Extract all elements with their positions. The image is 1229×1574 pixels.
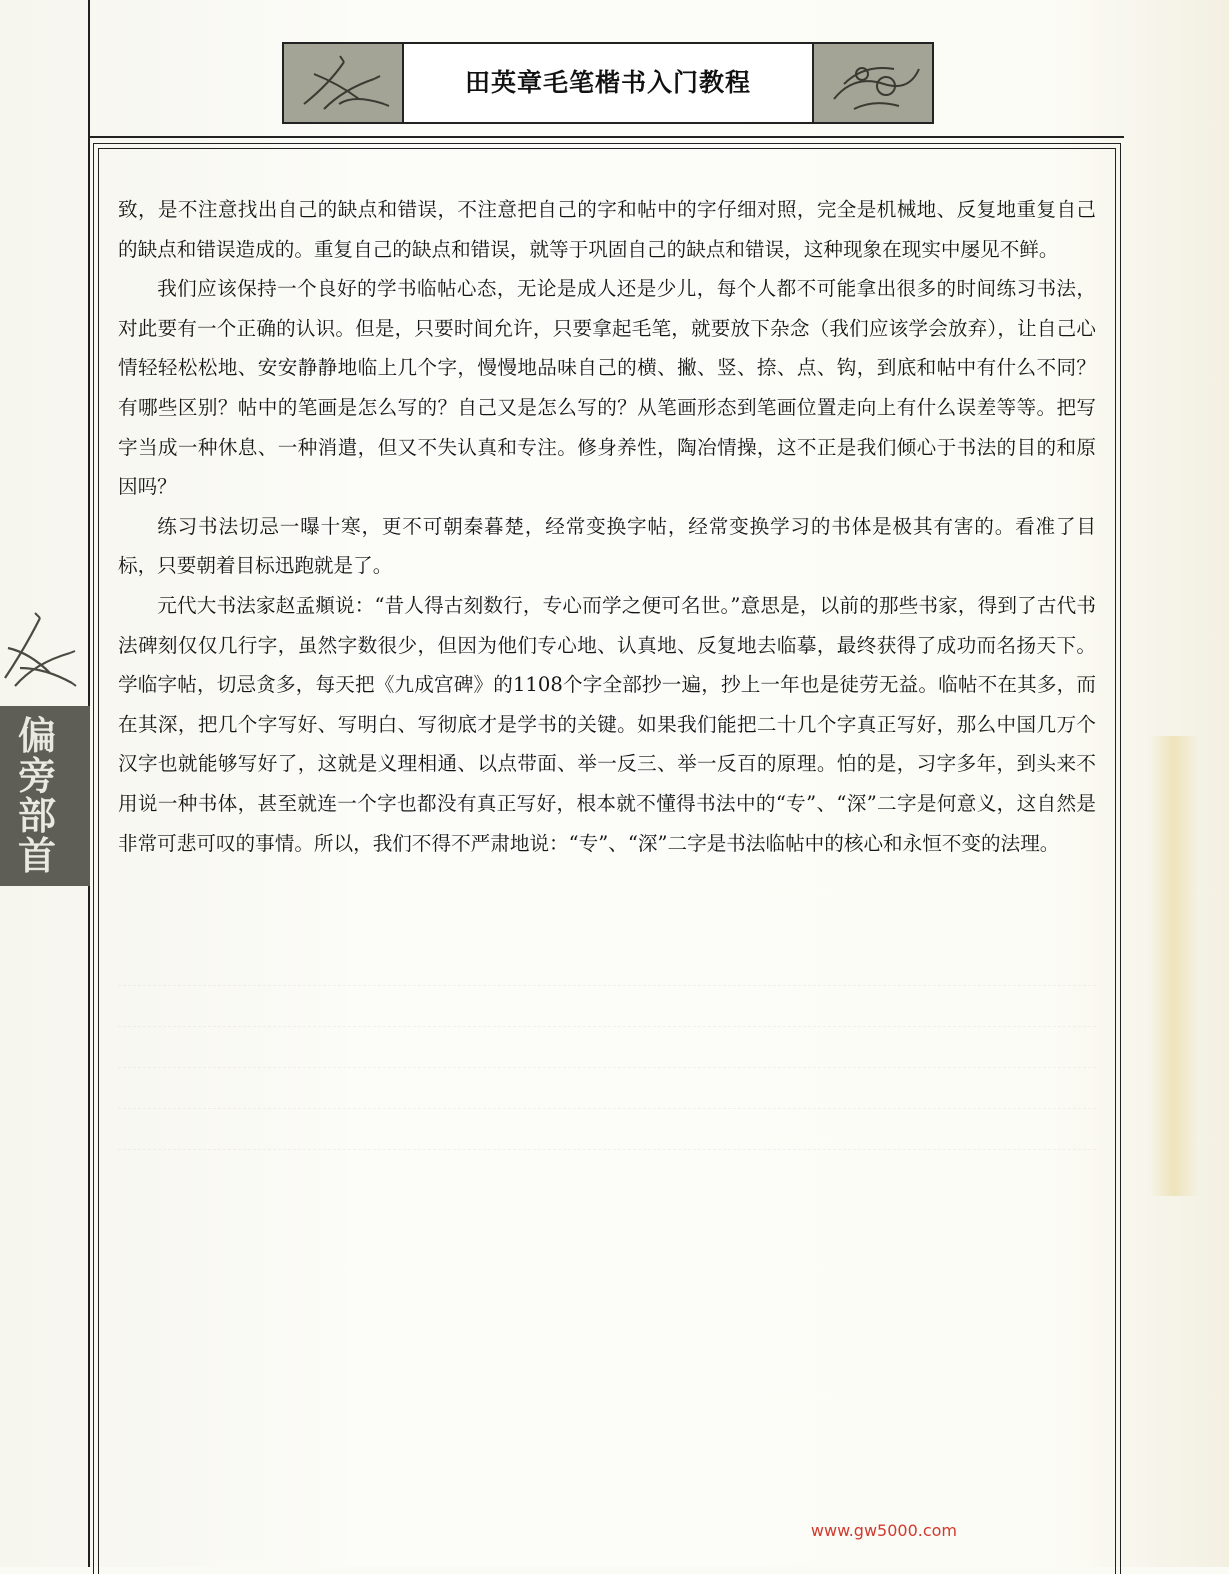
paragraph: 练习书法切忌一曝十寒，更不可朝秦暮楚，经常变换字帖，经常变换学习的书体是极其有害的。看准了目标，只要朝着目标迅跑就是了。 [118, 514, 1096, 578]
section-side-tab [0, 706, 90, 886]
section-side-tab-label: 偏旁部首 [17, 714, 56, 878]
watermark: www.gw5000.com [810, 1521, 957, 1540]
main-text [118, 190, 1096, 863]
left-orchid-ornament-icon [284, 44, 404, 122]
paragraph: 我们应该保持一个良好的学书临帖心态，无论是成人还是少儿，每个人都不可能拿出很多的时间练习书法，对此要有一个正确的认识。但是，只要时间允许，只要拿起毛笔，就要放下杂念（我们应该学会放弃），让自己心情轻轻松松地、安安静静地临上几个字，慢慢地品味自己的横、撇、竖、捺、点、钩，到底和帖中有什么不同？有哪些区别？帖中的笔画是怎么写的？自己又是怎么写的？从笔画形态到笔画位置走向上有什么误差等等。把写字当成一种休息、一种消遣，但又不失认真和专注。修身养性，陶冶情操，这不正是我们倾心于书法的目的和原因吗？ [118, 277, 1096, 499]
book-title: 田英章毛笔楷书入门教程 [464, 68, 751, 97]
side-orchid-ornament-icon [0, 608, 78, 694]
paragraph: 致，是不注意找出自己的缺点和错误，不注意把自己的字和帖中的字仔细对照，完全是机械地、反复地重复自己的缺点和错误造成的。重复自己的缺点和错误，就等于巩固自己的缺点和错误，这种现象在现实中屡见不鲜。 [118, 198, 1096, 261]
paragraph: 元代大书法家赵孟頫说：“昔人得古刻数行，专心而学之便可名世。”意思是，以前的那些书家，得到了古代书法碑刻仅仅几行字，虽然字数很少，但因为他们专心地、认真地、反复地去临摹，最终获得了成功而名扬天下。学临字帖，切忌贪多，每天把《九成宫碑》的1108个字全部抄一遍，抄上一年也是徒劳无益。临帖不在其多，而在其深，把几个字写好、写明白、写彻底才是学书的关键。如果我们能把二十几个字真正写好，那么中国几万个汉字也就能够写好了，这就是义理相通、以点带面、举一反三、举一反百的原理。怕的是，习字多年，到头来不用说一种书体，甚至就连一个字也都没有真正写好，根本就不懂得书法中的“专”、“深”二字是何意义，这自然是非常可悲可叹的事情。所以，我们不得不严肃地说：“专”、“深”二字是书法临帖中的核心和永恒不变的法理。 [118, 593, 1096, 855]
header-banner [282, 42, 934, 124]
page-edge-shadow [1149, 736, 1199, 1196]
header-rule [88, 136, 1124, 138]
right-flower-ornament-icon [812, 44, 932, 122]
bleed-through-texture [118, 945, 1096, 1150]
